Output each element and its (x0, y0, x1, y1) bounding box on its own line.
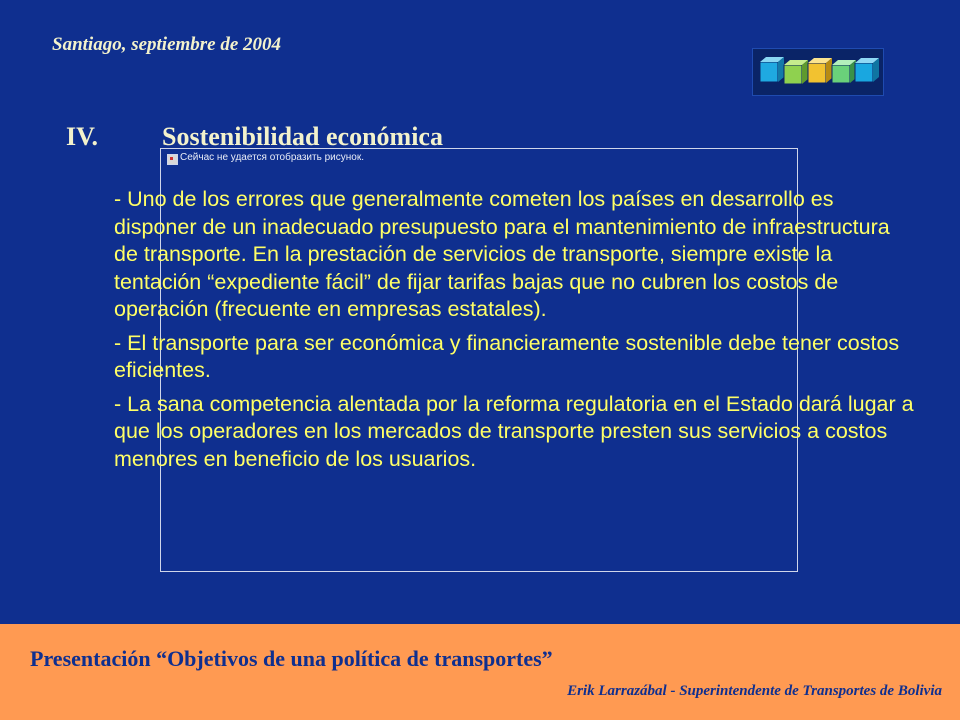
section-title: Sostenibilidad económica (162, 122, 443, 151)
logo (752, 48, 884, 96)
paragraph: - Uno de los errores que generalmente cometen los países en desarrollo es disponer de un inadecuado presupuesto para el mantenimiento de infraestructura de transporte. En la prestación de servicios de transporte, siempre existe la tentación “expediente fácil” de fijar tarifas bajas que no cubren los costos de operación (frecuente en empresas estatales). (114, 187, 890, 321)
section-number: IV. (66, 122, 99, 151)
author-line: Erik Larrazábal - Superintendente de Transportes de Bolivia (567, 683, 942, 699)
body-text (114, 186, 914, 479)
building-blocks-logo-icon (753, 49, 883, 95)
footer-band (0, 624, 960, 720)
paragraph: - La sana competencia alentada por la reforma regulatoria en el Estado dará lugar a que los operadores en los mercados de transporte presten sus servicios a costos menores en beneficio de los usuarios. (114, 391, 914, 471)
broken-image-icon (167, 154, 178, 165)
date-header: Santiago, septiembre de 2004 (52, 34, 282, 55)
image-placeholder-text: Сейчас не удается отобразить рисунок. (180, 152, 364, 163)
paragraph: - El transporte para ser económica y financieramente sostenible debe tener costos eficientes. (114, 330, 900, 382)
presentation-title: Presentación “Objetivos de una política de transportes” (30, 646, 553, 671)
